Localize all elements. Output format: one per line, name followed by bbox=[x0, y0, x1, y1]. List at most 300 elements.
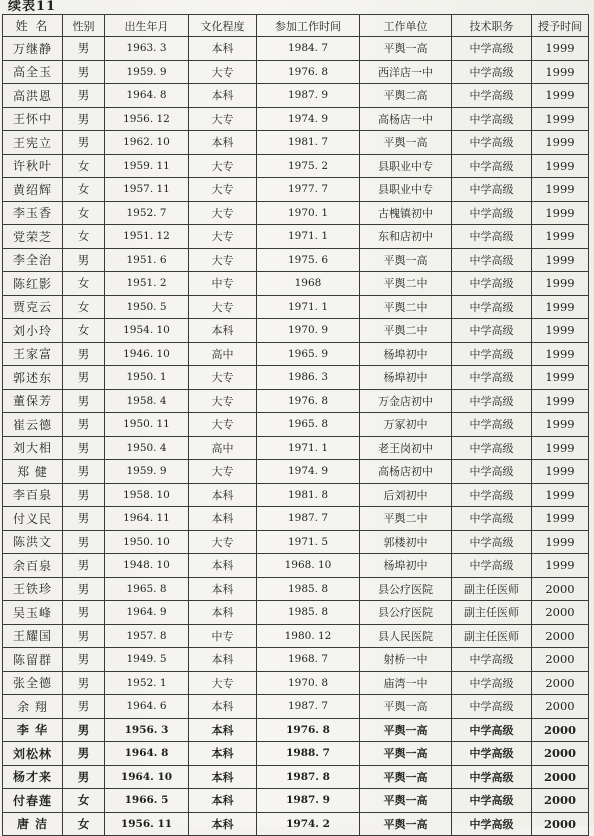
cell-education: 大专 bbox=[189, 201, 257, 225]
cell-birth: 1946. 10 bbox=[105, 342, 189, 366]
cell-work-start: 1975. 6 bbox=[257, 248, 360, 272]
cell-name: 唐 洁 bbox=[3, 812, 63, 836]
cell-work-start: 1970. 9 bbox=[257, 319, 360, 343]
cell-work-unit: 古槐镇初中 bbox=[360, 201, 452, 225]
cell-title: 副主任医师 bbox=[452, 624, 532, 648]
cell-birth: 1965. 8 bbox=[105, 577, 189, 601]
cell-education: 本科 bbox=[189, 695, 257, 719]
cell-award-year: 2000 bbox=[532, 812, 589, 836]
cell-name: 李 华 bbox=[3, 718, 63, 742]
cell-title: 中学高级 bbox=[452, 436, 532, 460]
cell-work-start: 1981. 8 bbox=[257, 483, 360, 507]
cell-birth: 1964. 11 bbox=[105, 507, 189, 531]
cell-name: 余百泉 bbox=[3, 554, 63, 578]
cell-birth: 1963. 3 bbox=[105, 37, 189, 61]
header-gender: 性别 bbox=[63, 15, 105, 37]
table-row bbox=[3, 84, 589, 108]
cell-work-start: 1965. 8 bbox=[257, 413, 360, 437]
cell-gender: 男 bbox=[63, 413, 105, 437]
table-row bbox=[3, 201, 589, 225]
cell-award-year: 2000 bbox=[532, 601, 589, 625]
cell-name: 陈红影 bbox=[3, 272, 63, 296]
cell-gender: 男 bbox=[63, 648, 105, 672]
table-row bbox=[3, 695, 589, 719]
cell-work-start: 1988. 7 bbox=[257, 742, 360, 766]
table-row bbox=[3, 718, 589, 742]
cell-gender: 女 bbox=[63, 154, 105, 178]
cell-work-unit: 县公疗医院 bbox=[360, 577, 452, 601]
cell-award-year: 2000 bbox=[532, 648, 589, 672]
cell-education: 大专 bbox=[189, 248, 257, 272]
cell-award-year: 1999 bbox=[532, 272, 589, 296]
cell-award-year: 2000 bbox=[532, 742, 589, 766]
table-caption: 续表11 bbox=[8, 0, 57, 14]
cell-name: 郑 健 bbox=[3, 460, 63, 484]
cell-work-start: 1987. 8 bbox=[257, 765, 360, 789]
cell-work-unit: 庙湾一中 bbox=[360, 671, 452, 695]
cell-birth: 1959. 11 bbox=[105, 154, 189, 178]
cell-title: 中学高级 bbox=[452, 413, 532, 437]
cell-title: 中学高级 bbox=[452, 695, 532, 719]
table-row bbox=[3, 366, 589, 390]
cell-gender: 女 bbox=[63, 272, 105, 296]
cell-title: 中学高级 bbox=[452, 60, 532, 84]
cell-award-year: 2000 bbox=[532, 577, 589, 601]
cell-birth: 1948. 10 bbox=[105, 554, 189, 578]
cell-gender: 男 bbox=[63, 389, 105, 413]
cell-work-unit: 平舆一高 bbox=[360, 695, 452, 719]
cell-gender: 男 bbox=[63, 37, 105, 61]
table-row bbox=[3, 436, 589, 460]
cell-award-year: 1999 bbox=[532, 460, 589, 484]
cell-work-start: 1986. 3 bbox=[257, 366, 360, 390]
cell-education: 本科 bbox=[189, 789, 257, 813]
cell-work-unit: 杨埠初中 bbox=[360, 554, 452, 578]
cell-birth: 1950. 5 bbox=[105, 295, 189, 319]
cell-work-start: 1987. 7 bbox=[257, 507, 360, 531]
cell-name: 万继静 bbox=[3, 37, 63, 61]
cell-birth: 1964. 6 bbox=[105, 695, 189, 719]
cell-title: 中学高级 bbox=[452, 248, 532, 272]
cell-work-unit: 高杨店一中 bbox=[360, 107, 452, 131]
cell-work-start: 1976. 8 bbox=[257, 718, 360, 742]
cell-work-unit: 射桥一中 bbox=[360, 648, 452, 672]
table-row bbox=[3, 577, 589, 601]
cell-education: 本科 bbox=[189, 84, 257, 108]
cell-gender: 男 bbox=[63, 671, 105, 695]
cell-gender: 男 bbox=[63, 601, 105, 625]
cell-work-start: 1985. 8 bbox=[257, 577, 360, 601]
cell-title: 中学高级 bbox=[452, 295, 532, 319]
cell-award-year: 1999 bbox=[532, 507, 589, 531]
cell-gender: 女 bbox=[63, 319, 105, 343]
table-header bbox=[3, 15, 589, 37]
cell-title: 中学高级 bbox=[452, 131, 532, 155]
cell-gender: 男 bbox=[63, 460, 105, 484]
cell-education: 大专 bbox=[189, 295, 257, 319]
cell-title: 中学高级 bbox=[452, 483, 532, 507]
table-row bbox=[3, 178, 589, 202]
cell-name: 付义民 bbox=[3, 507, 63, 531]
cell-birth: 1964. 8 bbox=[105, 84, 189, 108]
cell-work-start: 1970. 1 bbox=[257, 201, 360, 225]
cell-award-year: 1999 bbox=[532, 413, 589, 437]
cell-award-year: 1999 bbox=[532, 84, 589, 108]
table-row bbox=[3, 460, 589, 484]
cell-award-year: 1999 bbox=[532, 131, 589, 155]
cell-birth: 1950. 10 bbox=[105, 530, 189, 554]
cell-title: 中学高级 bbox=[452, 554, 532, 578]
cell-name: 王耀国 bbox=[3, 624, 63, 648]
table-row bbox=[3, 295, 589, 319]
cell-work-start: 1971. 5 bbox=[257, 530, 360, 554]
cell-work-start: 1987. 9 bbox=[257, 84, 360, 108]
cell-work-start: 1984. 7 bbox=[257, 37, 360, 61]
cell-title: 中学高级 bbox=[452, 671, 532, 695]
table-row bbox=[3, 389, 589, 413]
cell-title: 中学高级 bbox=[452, 37, 532, 61]
cell-gender: 男 bbox=[63, 742, 105, 766]
cell-education: 本科 bbox=[189, 131, 257, 155]
cell-education: 大专 bbox=[189, 366, 257, 390]
cell-work-unit: 杨埠初中 bbox=[360, 342, 452, 366]
cell-award-year: 2000 bbox=[532, 624, 589, 648]
cell-birth: 1957. 8 bbox=[105, 624, 189, 648]
cell-education: 大专 bbox=[189, 107, 257, 131]
cell-work-start: 1971. 1 bbox=[257, 225, 360, 249]
cell-work-start: 1987. 7 bbox=[257, 695, 360, 719]
cell-education: 本科 bbox=[189, 577, 257, 601]
table-row bbox=[3, 812, 589, 836]
cell-award-year: 1999 bbox=[532, 319, 589, 343]
cell-name: 李全治 bbox=[3, 248, 63, 272]
table-row bbox=[3, 154, 589, 178]
table-row bbox=[3, 671, 589, 695]
cell-education: 本科 bbox=[189, 483, 257, 507]
cell-title: 中学高级 bbox=[452, 812, 532, 836]
cell-birth: 1949. 5 bbox=[105, 648, 189, 672]
cell-title: 中学高级 bbox=[452, 366, 532, 390]
cell-award-year: 1999 bbox=[532, 178, 589, 202]
table-row bbox=[3, 789, 589, 813]
table-row bbox=[3, 554, 589, 578]
cell-education: 本科 bbox=[189, 648, 257, 672]
cell-work-start: 1974. 2 bbox=[257, 812, 360, 836]
cell-birth: 1956. 3 bbox=[105, 718, 189, 742]
table-row bbox=[3, 248, 589, 272]
cell-work-unit: 平舆一高 bbox=[360, 765, 452, 789]
cell-gender: 男 bbox=[63, 507, 105, 531]
cell-award-year: 1999 bbox=[532, 225, 589, 249]
cell-award-year: 2000 bbox=[532, 671, 589, 695]
cell-work-unit: 县职业中专 bbox=[360, 178, 452, 202]
table-row bbox=[3, 272, 589, 296]
cell-title: 中学高级 bbox=[452, 765, 532, 789]
table-row bbox=[3, 319, 589, 343]
cell-work-start: 1976. 8 bbox=[257, 389, 360, 413]
cell-name: 李百泉 bbox=[3, 483, 63, 507]
cell-work-start: 1981. 7 bbox=[257, 131, 360, 155]
cell-education: 本科 bbox=[189, 554, 257, 578]
cell-title: 中学高级 bbox=[452, 201, 532, 225]
cell-gender: 男 bbox=[63, 84, 105, 108]
cell-birth: 1950. 1 bbox=[105, 366, 189, 390]
cell-work-unit: 平舆二中 bbox=[360, 319, 452, 343]
cell-name: 李玉香 bbox=[3, 201, 63, 225]
cell-education: 高中 bbox=[189, 436, 257, 460]
cell-work-start: 1968 bbox=[257, 272, 360, 296]
cell-education: 中专 bbox=[189, 272, 257, 296]
cell-birth: 1950. 11 bbox=[105, 413, 189, 437]
personnel-table bbox=[2, 14, 589, 836]
cell-award-year: 1999 bbox=[532, 554, 589, 578]
cell-name: 刘松林 bbox=[3, 742, 63, 766]
cell-award-year: 1999 bbox=[532, 342, 589, 366]
cell-gender: 女 bbox=[63, 789, 105, 813]
cell-education: 本科 bbox=[189, 812, 257, 836]
cell-gender: 男 bbox=[63, 695, 105, 719]
cell-gender: 男 bbox=[63, 718, 105, 742]
cell-gender: 女 bbox=[63, 295, 105, 319]
cell-work-unit: 平舆一高 bbox=[360, 742, 452, 766]
cell-birth: 1966. 5 bbox=[105, 789, 189, 813]
cell-gender: 男 bbox=[63, 436, 105, 460]
cell-name: 黄绍辉 bbox=[3, 178, 63, 202]
cell-name: 陈留群 bbox=[3, 648, 63, 672]
cell-education: 大专 bbox=[189, 60, 257, 84]
cell-title: 中学高级 bbox=[452, 272, 532, 296]
cell-award-year: 1999 bbox=[532, 201, 589, 225]
header-education: 文化程度 bbox=[189, 15, 257, 37]
cell-award-year: 1999 bbox=[532, 389, 589, 413]
cell-gender: 男 bbox=[63, 554, 105, 578]
cell-title: 中学高级 bbox=[452, 530, 532, 554]
cell-education: 中专 bbox=[189, 624, 257, 648]
cell-birth: 1952. 1 bbox=[105, 671, 189, 695]
cell-gender: 男 bbox=[63, 530, 105, 554]
cell-award-year: 1999 bbox=[532, 436, 589, 460]
cell-name: 王怀中 bbox=[3, 107, 63, 131]
cell-work-unit: 杨埠初中 bbox=[360, 366, 452, 390]
cell-birth: 1959. 9 bbox=[105, 60, 189, 84]
cell-title: 中学高级 bbox=[452, 789, 532, 813]
cell-gender: 男 bbox=[63, 577, 105, 601]
cell-title: 中学高级 bbox=[452, 225, 532, 249]
cell-work-start: 1975. 2 bbox=[257, 154, 360, 178]
cell-award-year: 2000 bbox=[532, 695, 589, 719]
cell-work-start: 1965. 9 bbox=[257, 342, 360, 366]
cell-work-start: 1985. 8 bbox=[257, 601, 360, 625]
cell-name: 贾克云 bbox=[3, 295, 63, 319]
cell-name: 郭述东 bbox=[3, 366, 63, 390]
cell-title: 中学高级 bbox=[452, 389, 532, 413]
cell-work-start: 1968. 10 bbox=[257, 554, 360, 578]
cell-title: 中学高级 bbox=[452, 319, 532, 343]
cell-award-year: 1999 bbox=[532, 154, 589, 178]
cell-work-start: 1980. 12 bbox=[257, 624, 360, 648]
cell-award-year: 2000 bbox=[532, 718, 589, 742]
cell-birth: 1951. 6 bbox=[105, 248, 189, 272]
table-row bbox=[3, 742, 589, 766]
cell-gender: 男 bbox=[63, 765, 105, 789]
cell-birth: 1951. 2 bbox=[105, 272, 189, 296]
cell-work-unit: 平舆二中 bbox=[360, 295, 452, 319]
cell-education: 大专 bbox=[189, 178, 257, 202]
cell-award-year: 2000 bbox=[532, 765, 589, 789]
cell-gender: 男 bbox=[63, 107, 105, 131]
cell-birth: 1952. 7 bbox=[105, 201, 189, 225]
cell-award-year: 1999 bbox=[532, 60, 589, 84]
cell-name: 许秋叶 bbox=[3, 154, 63, 178]
cell-work-unit: 高杨店初中 bbox=[360, 460, 452, 484]
cell-education: 本科 bbox=[189, 601, 257, 625]
cell-work-start: 1976. 8 bbox=[257, 60, 360, 84]
table-body bbox=[3, 37, 589, 836]
table-row bbox=[3, 131, 589, 155]
cell-title: 中学高级 bbox=[452, 154, 532, 178]
table-row bbox=[3, 342, 589, 366]
cell-education: 本科 bbox=[189, 718, 257, 742]
cell-work-start: 1971. 1 bbox=[257, 436, 360, 460]
cell-education: 高中 bbox=[189, 342, 257, 366]
cell-education: 大专 bbox=[189, 389, 257, 413]
cell-name: 杨才来 bbox=[3, 765, 63, 789]
cell-title: 副主任医师 bbox=[452, 601, 532, 625]
cell-work-unit: 西洋店一中 bbox=[360, 60, 452, 84]
header-work-start: 参加工作时间 bbox=[257, 15, 360, 37]
cell-name: 高洪恩 bbox=[3, 84, 63, 108]
cell-work-start: 1974. 9 bbox=[257, 460, 360, 484]
cell-award-year: 1999 bbox=[532, 483, 589, 507]
cell-birth: 1958. 10 bbox=[105, 483, 189, 507]
table-row bbox=[3, 507, 589, 531]
cell-birth: 1964. 9 bbox=[105, 601, 189, 625]
cell-work-unit: 平舆一高 bbox=[360, 131, 452, 155]
cell-birth: 1964. 10 bbox=[105, 765, 189, 789]
cell-birth: 1950. 4 bbox=[105, 436, 189, 460]
cell-name: 陈洪文 bbox=[3, 530, 63, 554]
cell-gender: 男 bbox=[63, 624, 105, 648]
table-row bbox=[3, 530, 589, 554]
cell-education: 本科 bbox=[189, 742, 257, 766]
cell-education: 本科 bbox=[189, 37, 257, 61]
cell-work-unit: 万金店初中 bbox=[360, 389, 452, 413]
header-name: 姓 名 bbox=[3, 15, 63, 37]
cell-title: 中学高级 bbox=[452, 178, 532, 202]
cell-education: 大专 bbox=[189, 154, 257, 178]
cell-name: 刘小玲 bbox=[3, 319, 63, 343]
cell-work-unit: 郭楼初中 bbox=[360, 530, 452, 554]
cell-gender: 男 bbox=[63, 483, 105, 507]
cell-name: 崔云德 bbox=[3, 413, 63, 437]
cell-name: 余 翔 bbox=[3, 695, 63, 719]
cell-birth: 1962. 10 bbox=[105, 131, 189, 155]
cell-name: 付春莲 bbox=[3, 789, 63, 813]
cell-work-start: 1974. 9 bbox=[257, 107, 360, 131]
cell-title: 中学高级 bbox=[452, 742, 532, 766]
cell-award-year: 1999 bbox=[532, 248, 589, 272]
cell-award-year: 2000 bbox=[532, 789, 589, 813]
cell-work-start: 1987. 9 bbox=[257, 789, 360, 813]
cell-gender: 女 bbox=[63, 178, 105, 202]
cell-gender: 女 bbox=[63, 201, 105, 225]
cell-work-start: 1968. 7 bbox=[257, 648, 360, 672]
cell-work-unit: 后刘初中 bbox=[360, 483, 452, 507]
cell-education: 大专 bbox=[189, 530, 257, 554]
cell-title: 中学高级 bbox=[452, 648, 532, 672]
table-row bbox=[3, 601, 589, 625]
cell-title: 中学高级 bbox=[452, 107, 532, 131]
cell-name: 吴玉峰 bbox=[3, 601, 63, 625]
cell-award-year: 1999 bbox=[532, 295, 589, 319]
cell-title: 中学高级 bbox=[452, 507, 532, 531]
cell-gender: 男 bbox=[63, 342, 105, 366]
cell-title: 中学高级 bbox=[452, 460, 532, 484]
cell-education: 大专 bbox=[189, 460, 257, 484]
header-title: 技术职务 bbox=[452, 15, 532, 37]
cell-birth: 1951. 12 bbox=[105, 225, 189, 249]
cell-work-start: 1977. 7 bbox=[257, 178, 360, 202]
cell-birth: 1956. 11 bbox=[105, 812, 189, 836]
cell-education: 本科 bbox=[189, 765, 257, 789]
cell-gender: 女 bbox=[63, 812, 105, 836]
cell-education: 大专 bbox=[189, 225, 257, 249]
cell-work-start: 1970. 8 bbox=[257, 671, 360, 695]
cell-gender: 男 bbox=[63, 131, 105, 155]
cell-work-unit: 平舆二高 bbox=[360, 84, 452, 108]
cell-work-unit: 万冢初中 bbox=[360, 413, 452, 437]
cell-work-unit: 平舆一高 bbox=[360, 248, 452, 272]
cell-name: 张全德 bbox=[3, 671, 63, 695]
table-row bbox=[3, 225, 589, 249]
cell-education: 大专 bbox=[189, 671, 257, 695]
table-row bbox=[3, 648, 589, 672]
cell-education: 本科 bbox=[189, 319, 257, 343]
cell-name: 王宪立 bbox=[3, 131, 63, 155]
cell-work-unit: 老王岗初中 bbox=[360, 436, 452, 460]
header-work-unit: 工作单位 bbox=[360, 15, 452, 37]
cell-title: 中学高级 bbox=[452, 84, 532, 108]
cell-work-unit: 平舆一高 bbox=[360, 789, 452, 813]
cell-name: 党荣芝 bbox=[3, 225, 63, 249]
cell-name: 董保芳 bbox=[3, 389, 63, 413]
cell-birth: 1959. 9 bbox=[105, 460, 189, 484]
cell-name: 高全玉 bbox=[3, 60, 63, 84]
cell-name: 刘大相 bbox=[3, 436, 63, 460]
table-row bbox=[3, 413, 589, 437]
cell-work-unit: 县公疗医院 bbox=[360, 601, 452, 625]
cell-name: 王家富 bbox=[3, 342, 63, 366]
header-row bbox=[3, 15, 589, 37]
cell-gender: 女 bbox=[63, 225, 105, 249]
cell-award-year: 1999 bbox=[532, 37, 589, 61]
cell-birth: 1954. 10 bbox=[105, 319, 189, 343]
table-row bbox=[3, 765, 589, 789]
cell-work-unit: 平舆二中 bbox=[360, 272, 452, 296]
cell-work-start: 1971. 1 bbox=[257, 295, 360, 319]
cell-gender: 男 bbox=[63, 366, 105, 390]
cell-work-unit: 平舆一高 bbox=[360, 812, 452, 836]
cell-work-unit: 平舆二中 bbox=[360, 507, 452, 531]
cell-birth: 1964. 8 bbox=[105, 742, 189, 766]
cell-award-year: 1999 bbox=[532, 530, 589, 554]
cell-work-unit: 平舆一高 bbox=[360, 37, 452, 61]
cell-title: 中学高级 bbox=[452, 342, 532, 366]
cell-work-unit: 县职业中专 bbox=[360, 154, 452, 178]
header-birth: 出生年月 bbox=[105, 15, 189, 37]
cell-birth: 1957. 11 bbox=[105, 178, 189, 202]
cell-work-unit: 东和店初中 bbox=[360, 225, 452, 249]
